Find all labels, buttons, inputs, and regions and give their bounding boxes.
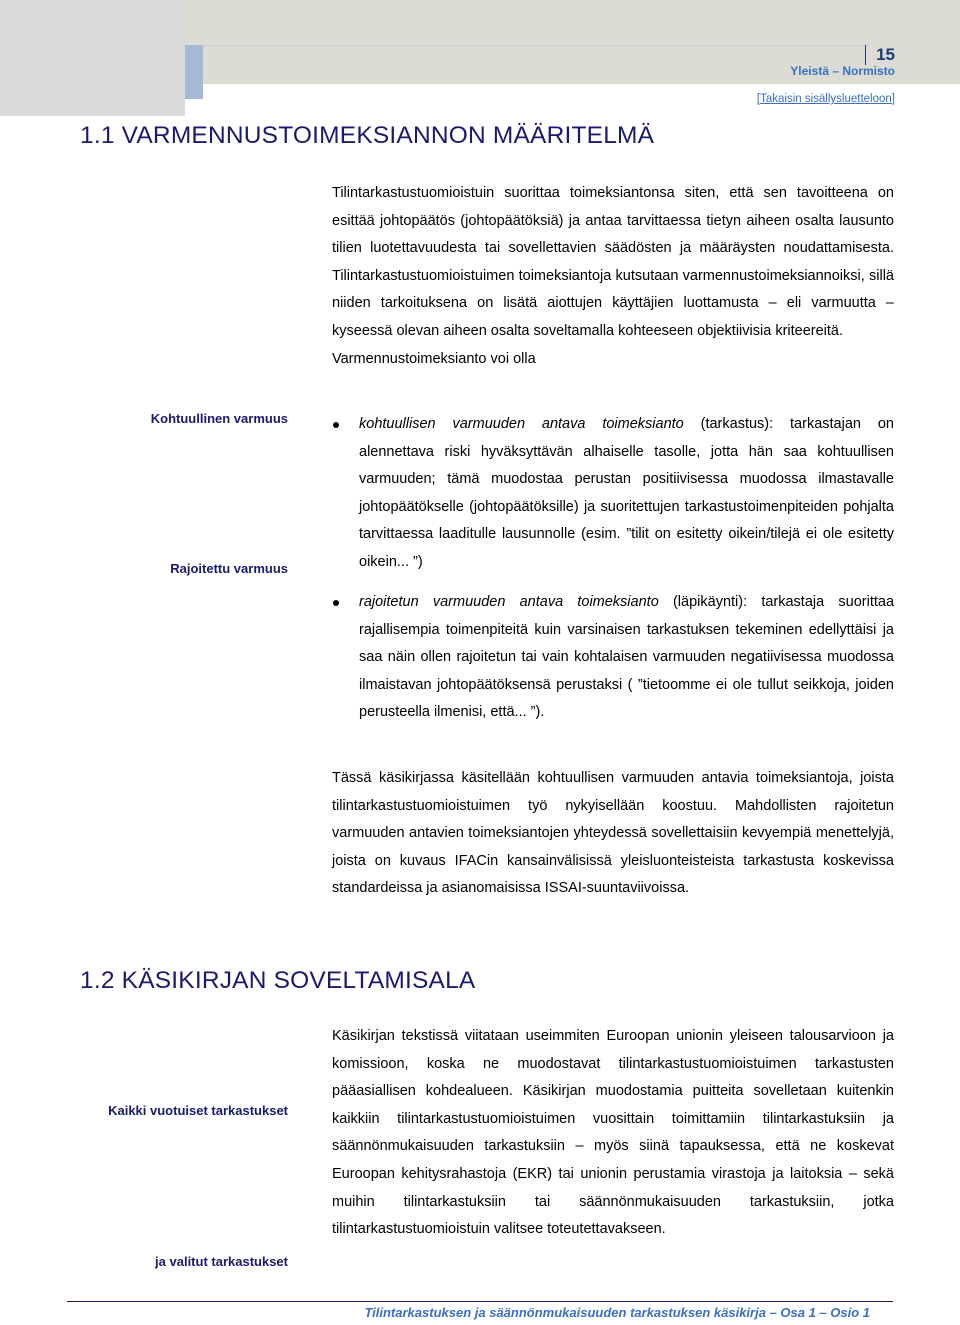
side-label-selected-audits: ja valitut tarkastukset [155, 1254, 288, 1269]
side-label-reasonable: Kohtuullinen varmuus [150, 411, 288, 426]
bullet-term: kohtuullisen varmuuden antava toimeksianto [359, 416, 684, 432]
bullet-term: rajoitetun varmuuden antava toimeksianto [359, 594, 659, 610]
page-number: 15 [876, 45, 895, 64]
bullet-reasonable-assurance [333, 411, 894, 577]
footer-text: Tilintarkastuksen ja säännönmukaisuuden tarkastuksen käsikirja – Osa 1 – Osio 1 [364, 1305, 870, 1320]
header-rule [203, 45, 870, 46]
side-label-limited: Rajoitettu varmuus [170, 561, 288, 576]
section-1-1-intro [332, 180, 894, 373]
bullet-body: (läpikäynti): tarkastaja suorittaa rajallisempia toimenpiteitä kuin varsinaisen tarkastuksen tekeminen edellyttäisi ja saa näin ollen rajoitetun tai vain kohtalaisen varmuuden negatiivisessa muodossa ilmaistavan johtopäätöksensä perustaksi ( ”tietoomme ei ole tullut seikkoja, joiden perusteella ilmenisi, että... ”). [359, 594, 895, 721]
section-1-1-heading: 1.1 VARMENNUSTOIMEKSIANNON MÄÄRITELMÄ [80, 122, 655, 149]
footer-rule [67, 1301, 893, 1302]
side-label-annual-audits: Kaikki vuotuiset tarkastukset [108, 1103, 288, 1118]
scope-paragraph: Käsikirjan tekstissä viitataan useimmiten Euroopan unionin yleiseen talousarvioon ja komissioon, koska ne muodostavat tilintarkastustuomioistuimen tarkastusten pääasiallisen kohdealueen. Käsikirjan muodostamia puitteita sovelletaan kuitenkin kaikkiin tilintarkastustuomioistuimen vuosittain toimittamiin tilintarkastuksiin ja säännönmukaisuuden tarkastuksiin – myös siinä tapauksessa, että ne koskevat Euroopan kehitysrahastoja (EKR) tai unionin perustamia virastoja ja laitoksia – sekä muihin tilintarkastuksiin tai säännönmukaisuuden tarkastuksiin, jotka tilintarkastustuomioistuin valitsee toteutettavakseen. [332, 1028, 894, 1238]
bullet-text [359, 589, 894, 727]
bullet-limited-assurance [333, 589, 894, 727]
bullet-text [359, 411, 894, 577]
header-grey-block [0, 0, 185, 116]
section-1-2-body [332, 1023, 894, 1244]
bullet-body: (tarkastus): tarkastajan on alennettava riski hyväksyttävän alhaiselle tasolle, jotta hän saa kohtuullisen varmuuden; tämä muodostaa perustan positiivisessa muodossa ilmastavalle johtopäätökselle (johtopäätöksille) ja suoritettujen tarkastustoimenpiteiden pohjalta tarvittaessa laaditulle lausunnolle (esim. ”tilit on esitetty oikein/tilejä ei ole esitetty oikein... ”) [359, 416, 894, 570]
section-1-1-closing [332, 765, 894, 903]
back-to-toc-label[interactable]: [Takaisin sisällysluetteloon] [756, 93, 895, 105]
header-accent [185, 45, 203, 99]
intro-paragraph: Tilintarkastustuomioistuin suorittaa toimeksiantonsa siten, että sen tavoitteena on esittää johtopäätös (johtopäätöksiä) ja antaa tarvittaessa tietyn aiheen osalta lausunto tilien luotettavuudesta tai sovellettavien säädösten ja määräysten noudattamisesta. Tilintarkastustuomioistuimen toimeksiantoja kutsutaan varmennustoimeksiannoiksi, sillä niiden tarkoituksena on lisätä aiottujen käyttäjien luottamusta – eli varmuutta – kyseessä olevan aiheen osalta soveltamalla kohteeseen objektiivisia kriteereitä. [332, 185, 894, 339]
intro-last-line: Varmennustoimeksianto voi olla [332, 350, 536, 367]
bullet-dot [333, 422, 339, 428]
closing-paragraph: Tässä käsikirjassa käsitellään kohtuullisen varmuuden antavia toimeksiantoja, joista tilintarkastustuomioistuimen työ nykyisellään koostuu. Mahdollisten rajoitetun varmuuden antavien toimeksiantojen yhteydessä sovellettaisiin kevyempiä menettelyjä, joista on kuvaus IFACin kansainvälisissä yleisluonteisteista tarkastusta koskevissa standardeissa ja asianomaisissa ISSAI-suuntaviivoissa. [332, 770, 894, 897]
back-to-toc-link[interactable] [757, 93, 895, 105]
section-1-2-heading: 1.2 KÄSIKIRJAN SOVELTAMISALA [80, 967, 476, 994]
running-title: Yleistä – Normisto [790, 64, 895, 78]
bullet-dot [333, 600, 339, 606]
page-number-divider [865, 45, 866, 65]
